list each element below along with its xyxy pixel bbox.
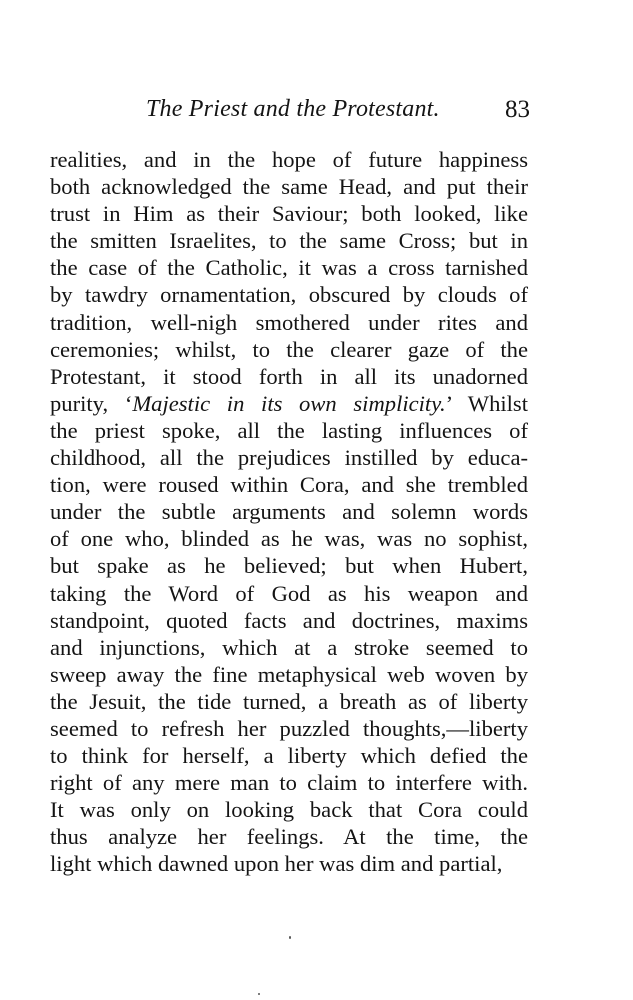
text-segment: childhood, all the prejudices instilled by educa-: [50, 445, 528, 471]
text-segment: purity, ‘: [50, 390, 133, 416]
text-segment: thus analyze her feelings. At the time, the: [50, 824, 528, 850]
text-segment: tradition, well-nigh smothered under rites and: [50, 309, 528, 335]
running-head: [50, 96, 530, 126]
text-line: [50, 336, 528, 363]
text-segment: both acknowledged the same Head, and put their: [50, 174, 528, 200]
text-line: [50, 498, 528, 525]
text-segment: of one who, blinded as he was, was no sophist,: [50, 526, 528, 552]
text-line: [50, 661, 528, 688]
text-line: [50, 390, 528, 417]
text-line: [50, 796, 528, 823]
text-segment: the Jesuit, the tide turned, a breath as of liberty: [50, 688, 528, 714]
text-line: [50, 607, 528, 634]
text-line: [50, 471, 528, 498]
text-segment: but spake as he believed; but when Hubert,: [50, 553, 528, 579]
text-line: [50, 227, 528, 254]
text-line: [50, 200, 528, 227]
text-segment: realities, and in the hope of future happiness: [50, 147, 528, 172]
text-segment: taking the Word of God as his weapon and: [50, 580, 528, 606]
text-segment: seemed to refresh her puzzled thoughts,—liberty: [50, 715, 528, 741]
text-segment: standpoint, quoted facts and doctrines, maxims: [50, 607, 528, 633]
text-segment: and injunctions, which at a stroke seemed to: [50, 634, 528, 660]
text-segment: Protestant, it stood forth in all its unadorned: [50, 363, 528, 389]
text-line: [50, 688, 528, 715]
text-segment: trust in Him as their Saviour; both looked, like: [50, 201, 528, 227]
ink-speck: [258, 993, 260, 995]
running-title: The Priest and the Protestant.: [146, 96, 440, 122]
text-line: [50, 634, 528, 661]
text-segment: ’ Whilst: [445, 390, 528, 416]
text-segment: under the subtle arguments and solemn words: [50, 499, 528, 525]
text-segment: It was only on looking back that Cora could: [50, 797, 528, 823]
text-segment: tion, were roused within Cora, and she trembled: [50, 472, 528, 498]
text-segment: by tawdry ornamentation, obscured by clouds of: [50, 282, 528, 308]
text-line: [50, 823, 528, 850]
text-segment: the priest spoke, all the lasting influences of: [50, 417, 528, 443]
text-segment: ceremonies; whilst, to the clearer gaze of the: [50, 336, 528, 362]
body-text: [50, 146, 528, 878]
text-segment: right of any mere man to claim to interfere with.: [50, 770, 528, 796]
text-line: [50, 580, 528, 607]
text-line: [50, 715, 528, 742]
text-segment: the smitten Israelites, to the same Cross; but in: [50, 228, 528, 254]
text-line: [50, 552, 528, 579]
text-line: [50, 173, 528, 200]
text-segment: sweep away the fine metaphysical web woven by: [50, 661, 528, 687]
text-line: [50, 309, 528, 336]
text-line: [50, 146, 528, 173]
page-number: 83: [505, 96, 530, 123]
ink-speck: [289, 936, 291, 939]
text-segment: the case of the Catholic, it was a cross tarnished: [50, 255, 528, 281]
text-line: [50, 444, 528, 471]
italic-quote: Majestic in its own simplicity.: [132, 390, 446, 416]
text-line: [50, 850, 528, 877]
text-line: [50, 417, 528, 444]
text-line: [50, 525, 528, 552]
text-line: [50, 363, 528, 390]
text-line: [50, 254, 528, 281]
text-segment: light which dawned upon her was dim and partial,: [50, 851, 503, 877]
text-line: [50, 742, 528, 769]
text-segment: to think for herself, a liberty which defied the: [50, 743, 528, 769]
text-line: [50, 769, 528, 796]
text-line: [50, 281, 528, 308]
